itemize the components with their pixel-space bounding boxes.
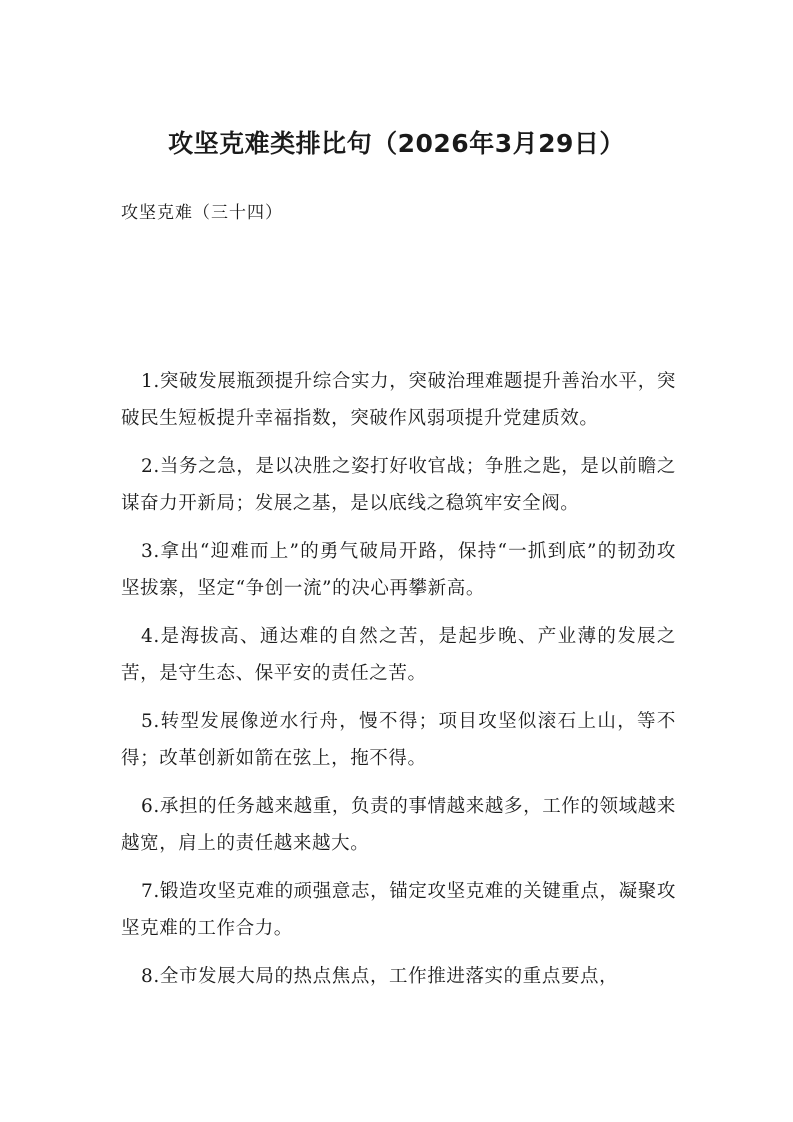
document-subtitle: 攻坚克难（三十四） <box>121 203 283 223</box>
paragraph-2: 2.当务之急，是以决胜之姿打好收官战；争胜之匙，是以前瞻之谋奋力开新局；发展之基，是以底线之稳筑牢安全阀。 <box>121 456 676 514</box>
paragraph-4: 4.是海拔高、通达难的自然之苦，是起步晚、产业薄的发展之苦，是守生态、保平安的责任之苦。 <box>121 626 676 684</box>
paragraph-5: 5.转型发展像逆水行舟，慢不得；项目攻坚似滚石上山，等不得；改革创新如箭在弦上，拖不得。 <box>121 711 676 769</box>
document-title: 攻坚克难类排比句（2026年3月29日） <box>168 129 625 158</box>
paragraph-8: 8.全市发展大局的热点焦点，工作推进落实的重点要点， <box>141 966 619 987</box>
paragraph-3: 3.拿出“迎难而上”的勇气破局开路，保持“一抓到底”的韧劲攻坚拔寨，坚定“争创一流”的决心再攀新高。 <box>121 541 676 599</box>
paragraph-7: 7.锻造攻坚克难的顽强意志，锚定攻坚克难的关键重点，凝聚攻坚克难的工作合力。 <box>121 881 676 939</box>
paragraph-1: 1.突破发展瓶颈提升综合实力，突破治理难题提升善治水平，突破民生短板提升幸福指数，突破作风弱项提升党建质效。 <box>121 371 676 429</box>
document-body <box>121 363 676 1006</box>
paragraph-6: 6.承担的任务越来越重，负责的事情越来越多，工作的领域越来越宽，肩上的责任越来越大。 <box>121 796 676 854</box>
